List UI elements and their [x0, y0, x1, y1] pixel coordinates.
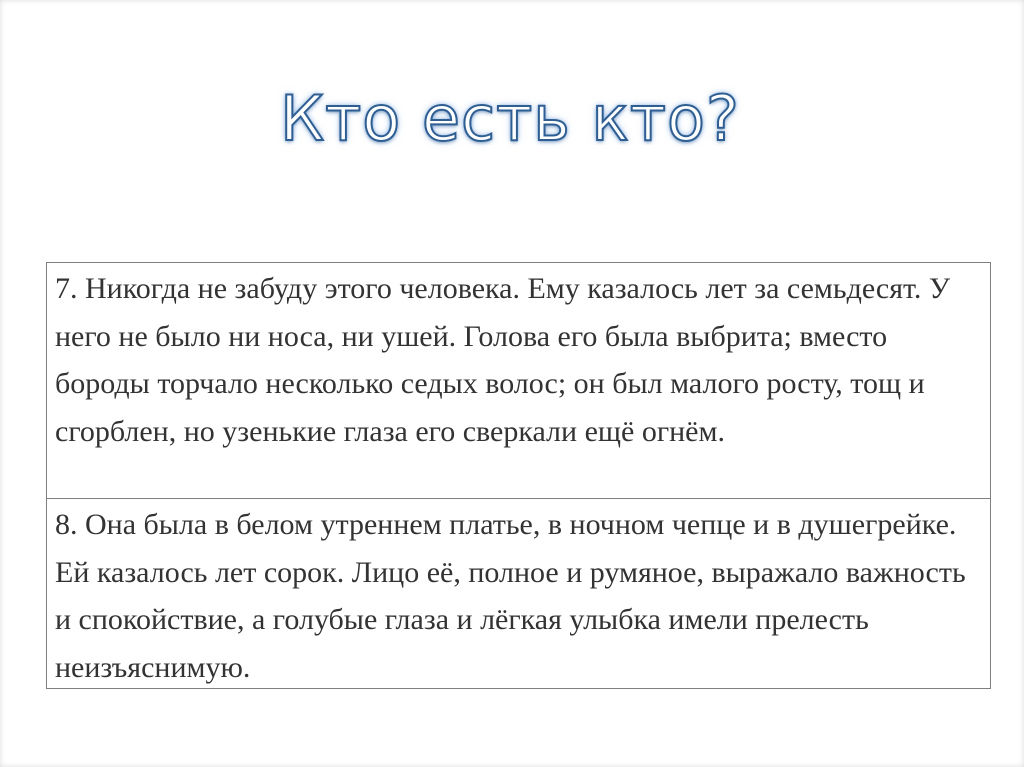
- slide-title: Кто есть кто?: [280, 82, 740, 155]
- table-cell-7: 7. Никогда не забуду этого человека. Ему казалось лет за семьдесят. У него не было ни носа, ни ушей. Голова его была выбрита; вместо бороды торчало несколько седых волос; он был малого росту, тощ и сгорблен, но узенькие глаза его сверкали ещё огнём.: [55, 272, 951, 448]
- table-cell-8: 8. Она была в белом утреннем платье, в ночном чепце и в душегрейке. Ей казалось лет сорок. Лицо её, полное и румяное, выражало важность и спокойствие, а голубые глаза и лёгкая улыбка имели прелесть неизъяснимую.: [47, 498, 990, 688]
- text-table: [46, 262, 991, 689]
